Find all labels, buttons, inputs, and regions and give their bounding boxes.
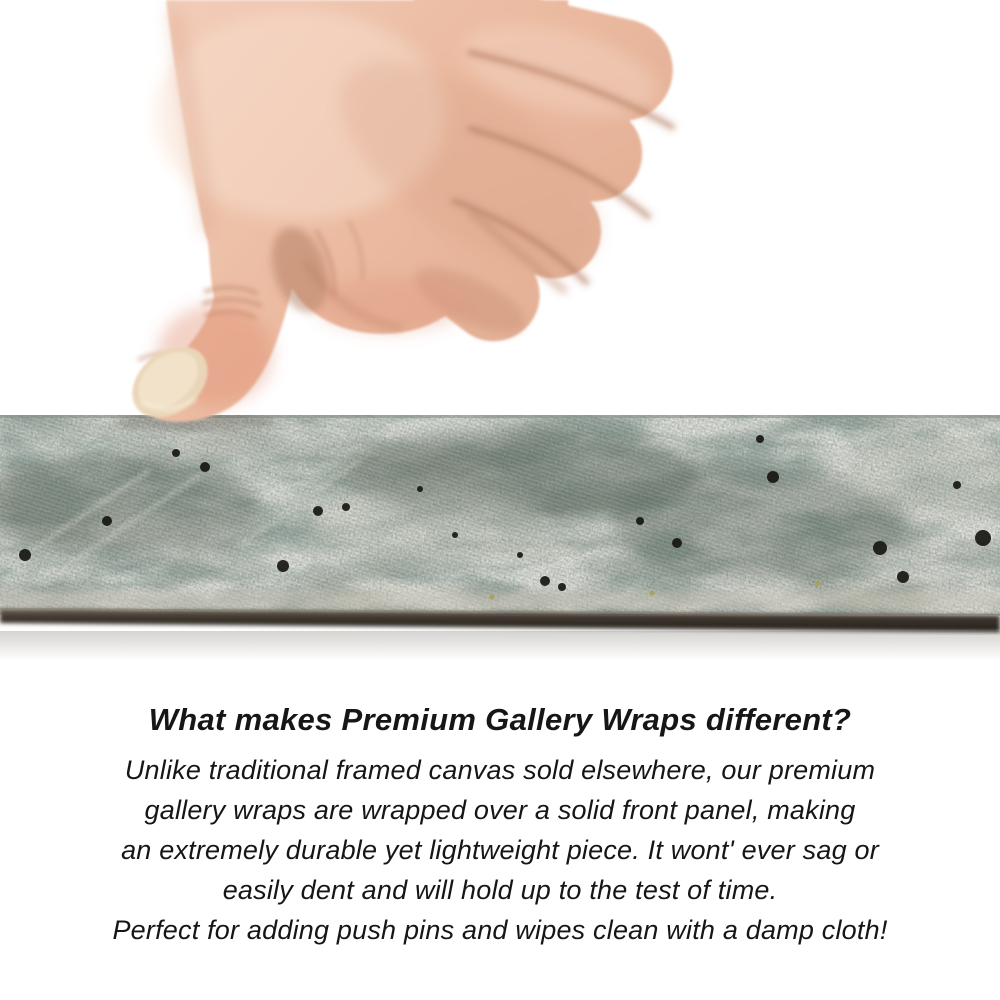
canvas-edge-photo	[0, 415, 1000, 635]
fist	[119, 0, 683, 432]
body-line: easily dent and will hold up to the test of time.	[222, 875, 778, 905]
headline: What makes Premium Gallery Wraps different?	[148, 702, 852, 737]
marketing-copy	[0, 699, 1000, 950]
body-line: an extremely durable yet lightweight piece. It wont' ever sag or	[121, 835, 879, 865]
body-line: Unlike traditional framed canvas sold elsewhere, our premium	[124, 755, 876, 785]
hand-photo	[0, 0, 1000, 435]
canvas-texture	[0, 415, 1000, 615]
panel-drop-shadow	[0, 631, 1000, 661]
body-line: gallery wraps are wrapped over a solid front panel, making	[144, 795, 856, 825]
body-line: Perfect for adding push pins and wipes clean with a damp cloth!	[112, 915, 888, 945]
